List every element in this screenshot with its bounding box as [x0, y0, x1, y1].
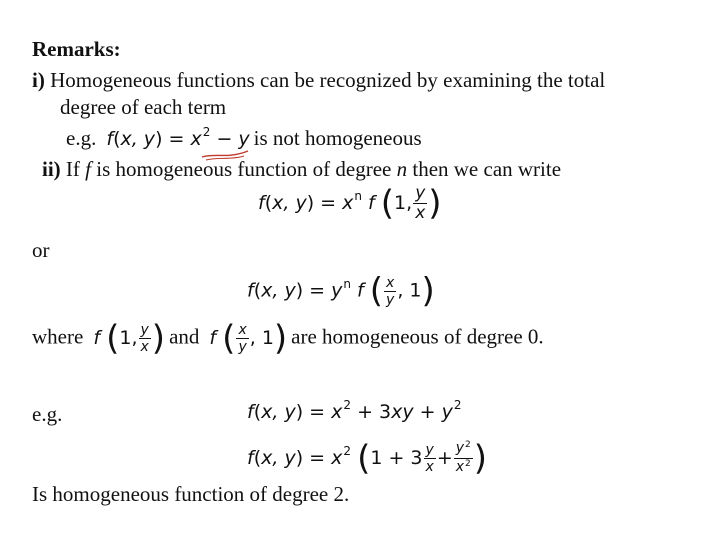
where-label: where — [32, 324, 84, 349]
equation-yn-form: f(x, $y) = y^n$ f ( $\frac{x}{y}$ , 1) — [247, 271, 435, 311]
eg1-tail: is not homogeneous — [253, 126, 422, 150]
remark-ii-f: f — [85, 157, 92, 181]
remark-i-line1 — [32, 68, 605, 92]
where-line — [32, 318, 544, 358]
remark-i-line2: degree of each term — [60, 95, 227, 119]
remark-ii-end: then we can write — [412, 157, 562, 181]
equation-example: f(x, $y) = x^2 + 3xy + y^2$ — [247, 398, 462, 423]
remark-i-label: i) — [32, 68, 45, 92]
eg1-equation: f(x, $y) = x^2 - y$ — [100, 125, 250, 150]
remarks-title: Remarks: — [32, 37, 121, 61]
eg1-label: e.g. — [66, 126, 97, 150]
remark-i-text: Homogeneous functions can be recognized by examining the total — [50, 68, 606, 92]
remark-ii-n: n — [396, 157, 408, 181]
where-f2: f ( $\frac{x}{y}$ , 1) — [203, 318, 288, 358]
or-label: or — [32, 238, 50, 262]
and-label: and — [169, 324, 200, 349]
remark-ii-mid: is homogeneous function of degree — [96, 157, 392, 181]
equation-xn-form: f(x, $y) = x^n$ f (1, $\frac{y}{x}$ ) — [258, 183, 442, 224]
example-label: e.g. — [32, 402, 63, 426]
remark-ii-line — [42, 157, 561, 181]
remark-ii-if: If — [65, 157, 80, 181]
where-tail: are homogeneous of degree 0. — [291, 324, 544, 349]
where-f1: f (1, $\frac{y}{x}$ ) — [87, 318, 166, 358]
equation-example-factored: f(x, $y) = x^2$ (1 + 3 $\frac{y}{x}$ + $\frac{y^2}{x^2}$ ) — [247, 438, 488, 479]
conclusion: Is homogeneous function of degree 2. — [32, 482, 350, 506]
remark-ii-label: ii) — [42, 157, 61, 181]
